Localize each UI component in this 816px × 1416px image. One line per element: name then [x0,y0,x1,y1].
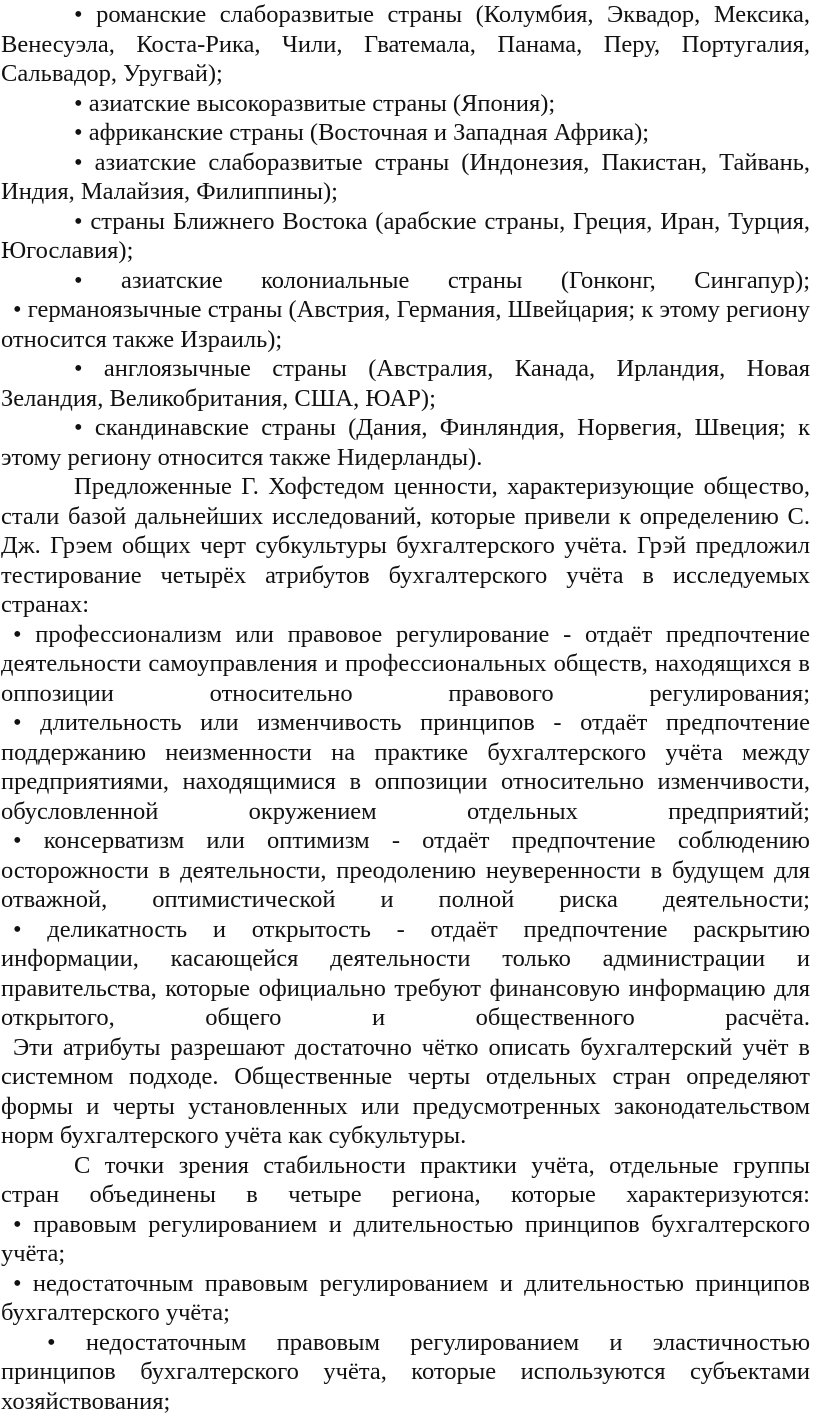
list-item-anglophone: • англоязычные страны (Австралия, Канада, Ирландия, Новая Зеландия, Великобритания, США, ЮАР); [1,354,810,413]
list-item-region-1: • правовым регулированием и длительностью принципов бухгалтерского учёта; [1,1210,810,1269]
list-item-scandinavian: • скандинавские страны (Дания, Финляндия, Норвегия, Швеция; к этому региону относится также Нидерланды). [1,413,810,472]
paragraph-hofstede-gray: Предложенные Г. Хофстедом ценности, характеризующие общество, стали базой дальнейших исследований, которые привели к определению С. Дж. Грэем общих черт субкультуры бухгалтерского учёта. Грэй предложил тестирование четырёх атрибутов бухгалтерского учёта в исследуемых странах: [1,472,810,620]
list-item-secrecy: • деликатность и открытость - отдаёт предпочтение раскрытию информации, касающейся деятельности только администрации и правительства, которые официально требуют финансовую информацию для открытого, общего и общественного расчёта. [1,915,810,1033]
list-item-asian-underdeveloped: • азиатские слаборазвитые страны (Индонезия, Пакистан, Тайвань, Индия, Малайзия, Филиппины); [1,148,810,207]
list-item-region-3: • недостаточным правовым регулированием и эластичностью принципов бухгалтерского учёта, которые используются субъектами хозяйствования; [1,1328,810,1416]
list-item-region-2: • недостаточным правовым регулированием и длительностью принципов бухгалтерского учёта; [1,1269,810,1328]
list-item-asian-colonial: • азиатские колониальные страны (Гонконг, Сингапур); [1,266,810,296]
list-item-germanic: • германоязычные страны (Австрия, Германия, Швейцария; к этому региону относится также Израиль); [1,295,810,354]
paragraph-regions-intro: С точки зрения стабильности практики учёта, отдельные группы стран объединены в четыре региона, которые характеризуются: [1,1151,810,1210]
list-item-romance-countries: • романские слаборазвитые страны (Колумбия, Эквадор, Мексика, Венесуэла, Коста-Рика, Чили, Гватемала, Панама, Перу, Португалия, Сальвадор, Уругвай); [1,0,810,89]
list-item-asian-developed: • азиатские высокоразвитые страны (Япония); [1,89,810,119]
list-item-middle-east: • страны Ближнего Востока (арабские страны, Греция, Иран, Турция, Югославия); [1,207,810,266]
list-item-african: • африканские страны (Восточная и Западная Африка); [1,118,810,148]
list-item-uniformity: • длительность или изменчивость принципов - отдаёт предпочтение поддержанию неизменности на практике бухгалтерского учёта между предприятиями, находящимися в оппозиции относительно изменчивости, обусловленной окружением отдельных предприятий; [1,708,810,826]
list-item-professionalism: • профессионализм или правовое регулирование - отдаёт предпочтение деятельности самоуправления и профессиональных обществ, находящихся в оппозиции относительно правового регулирования; [1,620,810,709]
paragraph-attributes-summary: Эти атрибуты разрешают достаточно чётко описать бухгалтерский учёт в системном подходе. Общественные черты отдельных стран определяют формы и черты установленных или предусмотренных законодательством норм бухгалтерского учёта как субкультуры. [1,1033,810,1151]
list-item-conservatism: • консерватизм или оптимизм - отдаёт предпочтение соблюдению осторожности в деятельности, преодолению неуверенности в будущем для отважной, оптимистической и полной риска деятельности; [1,826,810,915]
